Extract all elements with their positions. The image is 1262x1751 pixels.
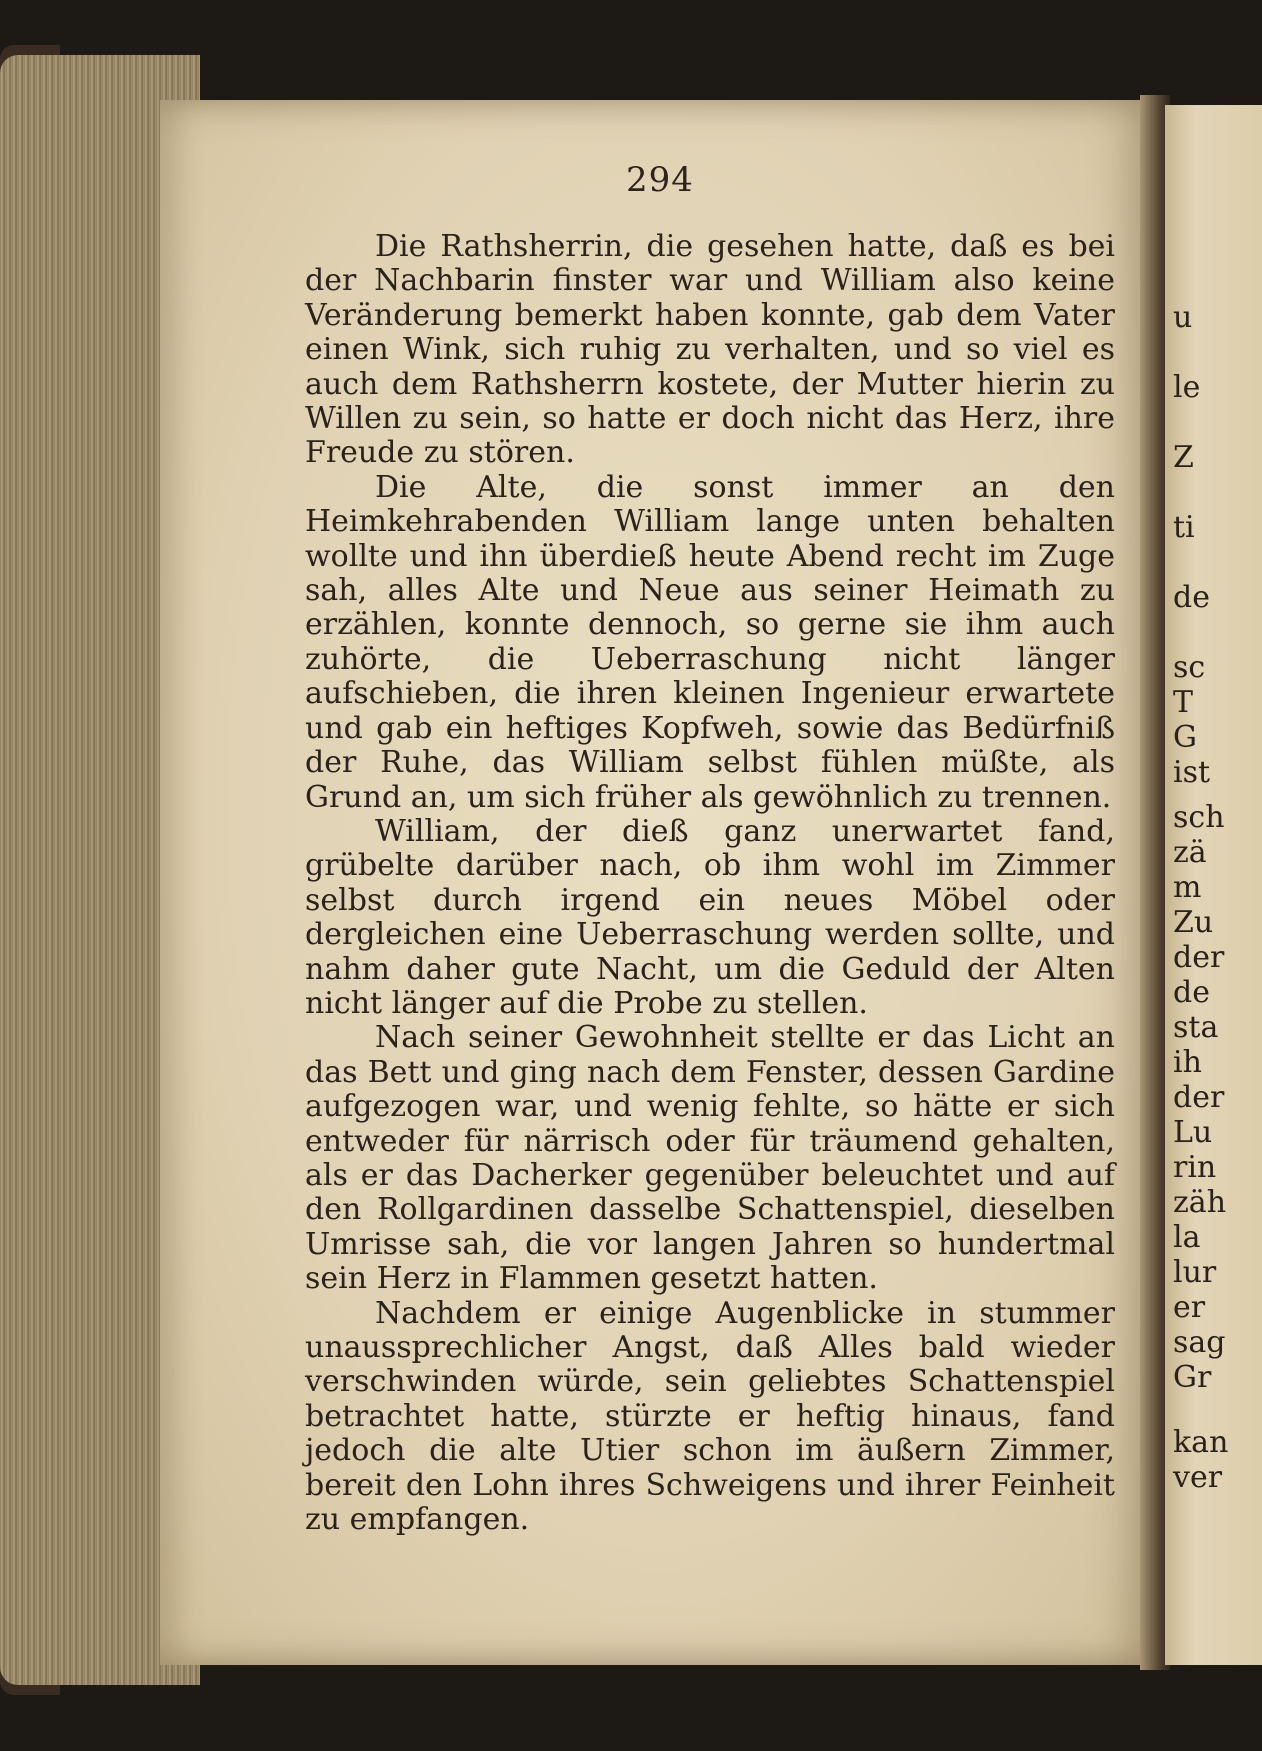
facing-page-fragment: sch xyxy=(1173,800,1225,835)
facing-page-fragment: ih xyxy=(1173,1045,1202,1080)
facing-page-fragment: Z xyxy=(1173,440,1194,475)
facing-page-fragment: sag xyxy=(1173,1325,1226,1360)
paragraph-2: Die Alte, die sonst immer an den Heimkehrabenden William lange unten behalten wollte und ihn überdieß heute Abend recht im Zuge sah, alles Alte und Neue aus seiner Heimath zu erzählen, konnte dennoch, so gerne sie ihm auch zuhörte, die Ueberraschung nicht länger aufschieben, die ihren kleinen Ingenieur erwartete und gab ein heftiges Kopfweh, sowie das Bedürfniß der Ruhe, das William selbst fühlen müßte, als Grund an, um sich früher als gewöhnlich zu trennen. xyxy=(305,469,1115,815)
facing-page-fragment: de xyxy=(1173,975,1210,1010)
facing-page-fragment: la xyxy=(1173,1220,1201,1255)
facing-page-fragment: zä xyxy=(1173,835,1207,870)
page-text xyxy=(305,230,1115,1537)
facing-page-fragment: rin xyxy=(1173,1150,1217,1185)
facing-page-fragment: de xyxy=(1173,580,1210,615)
facing-page-fragment: kan xyxy=(1173,1425,1229,1460)
facing-page-fragment: er xyxy=(1173,1290,1206,1325)
paragraph-1: Die Rathsherrin, die gesehen hatte, daß es bei der Nachbarin finster war und William also keine Veränderung bemerkt haben konnte, gab dem Vater einen Wink, sich ruhig zu verhalten, und so viel es auch dem Rathsherrn kostete, der Mutter hierin zu Willen zu sein, so hatte er doch nicht das Herz, ihre Freude zu stören. xyxy=(305,229,1115,471)
facing-page-fragment: u xyxy=(1173,300,1193,335)
facing-page-fragment: ti xyxy=(1173,510,1195,545)
facing-page-fragment: der xyxy=(1173,1080,1225,1115)
facing-page-fragment: Gr xyxy=(1173,1360,1212,1395)
facing-page-fragment: lur xyxy=(1173,1255,1217,1290)
book-page xyxy=(160,100,1160,1665)
facing-page-fragment: ver xyxy=(1173,1460,1223,1495)
paragraph-4: Nach seiner Gewohnheit stellte er das Licht an das Bett und ging nach dem Fenster, dessen Gardine aufgezogen war, und wenig fehlte, so hätte er sich entweder für närrisch oder für träumend gehalten, als er das Dacherker gegenüber beleuchtet und auf den Rollgardinen dasselbe Schattenspiel, dieselben Umrisse sah, die vor langen Jahren so hundertmal sein Herz in Flammen gesetzt hatten. xyxy=(305,1020,1115,1297)
facing-page-fragment: der xyxy=(1173,940,1225,975)
facing-page-edge xyxy=(1165,105,1262,1665)
facing-page-fragment: m xyxy=(1173,870,1202,905)
page-number: 294 xyxy=(626,160,694,200)
paragraph-3: William, der dieß ganz unerwartet fand, grübelte darüber nach, ob ihm wohl im Zimmer selbst durch irgend ein neues Möbel oder dergleichen eine Ueberraschung werden sollte, und nahm daher gute Nacht, um die Geduld der Alten nicht länger auf die Probe zu stellen. xyxy=(305,813,1115,1021)
facing-page-fragment: T xyxy=(1173,685,1194,720)
facing-page-fragment: sc xyxy=(1173,650,1206,685)
paragraph-5: Nachdem er einige Augenblicke in stummer unaussprechlicher Angst, daß Alles bald wieder verschwinden würde, sein geliebtes Schattenspiel betrachtet hatte, stürzte er heftig hinaus, fand jedoch die alte Utier schon im äußern Zimmer, bereit den Lohn ihres Schweigens und ihrer Feinheit zu empfangen. xyxy=(305,1295,1115,1538)
facing-page-fragment: le xyxy=(1173,370,1201,405)
facing-page-fragment: G xyxy=(1173,720,1197,755)
facing-page-fragment: sta xyxy=(1173,1010,1219,1045)
facing-page-fragment: Lu xyxy=(1173,1115,1213,1150)
facing-page-fragment: Zu xyxy=(1173,905,1214,940)
facing-page-fragment: ist xyxy=(1173,755,1211,790)
facing-page-fragment: zäh xyxy=(1173,1185,1227,1220)
